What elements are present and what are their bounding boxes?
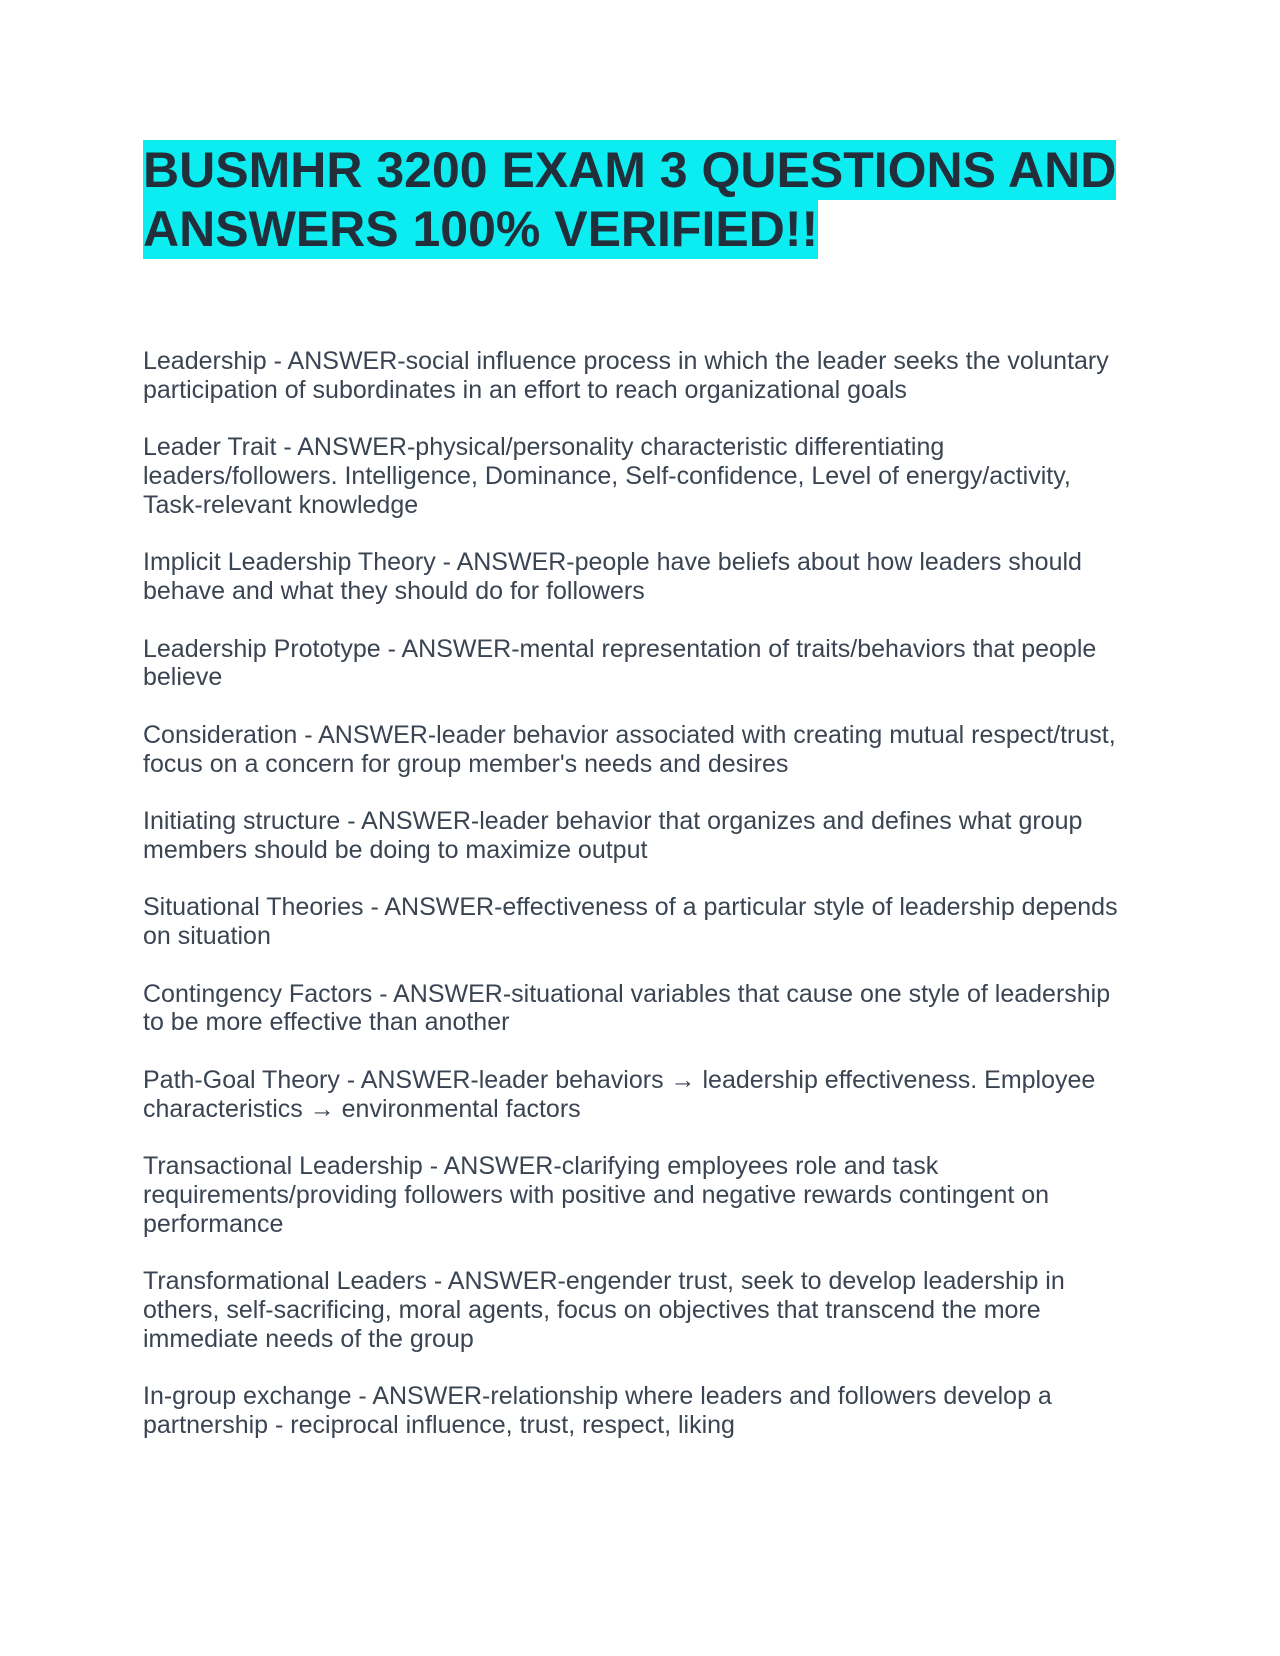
qa-item: Consideration - ANSWER-leader behavior associated with creating mutual respect/trust, focus on a concern for group member's needs and desires [143,720,1116,778]
title-highlight: BUSMHR 3200 EXAM 3 QUESTIONS AND ANSWERS 100% VERIFIED!! [143,142,1117,257]
qa-item: In-group exchange - ANSWER-relationship where leaders and followers develop a partnership - reciprocal influence, trust, respect, liking [143,1382,1052,1439]
qa-item: Implicit Leadership Theory - ANSWER-people have beliefs about how leaders should behave and what they should do for followers [143,548,1082,605]
qa-item: Leader Trait - ANSWER-physical/personality characteristic differentiating leaders/followers. Intelligence, Dominance, Self-confidence, Level of energy/activity, Task-relevant knowledge [143,433,1071,519]
qa-item: Transformational Leaders - ANSWER-engender trust, seek to develop leadership in others, self-sacrificing, moral agents, focus on objectives that transcend the more immediate needs of the group [143,1267,1065,1353]
qa-item: Path-Goal Theory - ANSWER-leader behaviors → leadership effectiveness. Employee characteristics → environmental factors [143,1065,1096,1123]
page-title [143,141,1119,259]
qa-item: Contingency Factors - ANSWER-situational variables that cause one style of leadership to be more effective than another [143,979,1111,1037]
qa-item: Initiating structure - ANSWER-leader behavior that organizes and defines what group members should be doing to maximize output [143,807,1083,864]
qa-item: Leadership Prototype - ANSWER-mental representation of traits/behaviors that people believe [143,634,1097,692]
qa-list [143,347,1119,1440]
qa-item: Situational Theories - ANSWER-effectiveness of a particular style of leadership depends on situation [143,893,1118,950]
qa-item: Transactional Leadership - ANSWER-clarifying employees role and task requirements/providing followers with positive and negative rewards contingent on performance [143,1152,1050,1238]
qa-item: Leadership - ANSWER-social influence process in which the leader seeks the voluntary participation of subordinates in an effort to reach organizational goals [143,347,1109,404]
